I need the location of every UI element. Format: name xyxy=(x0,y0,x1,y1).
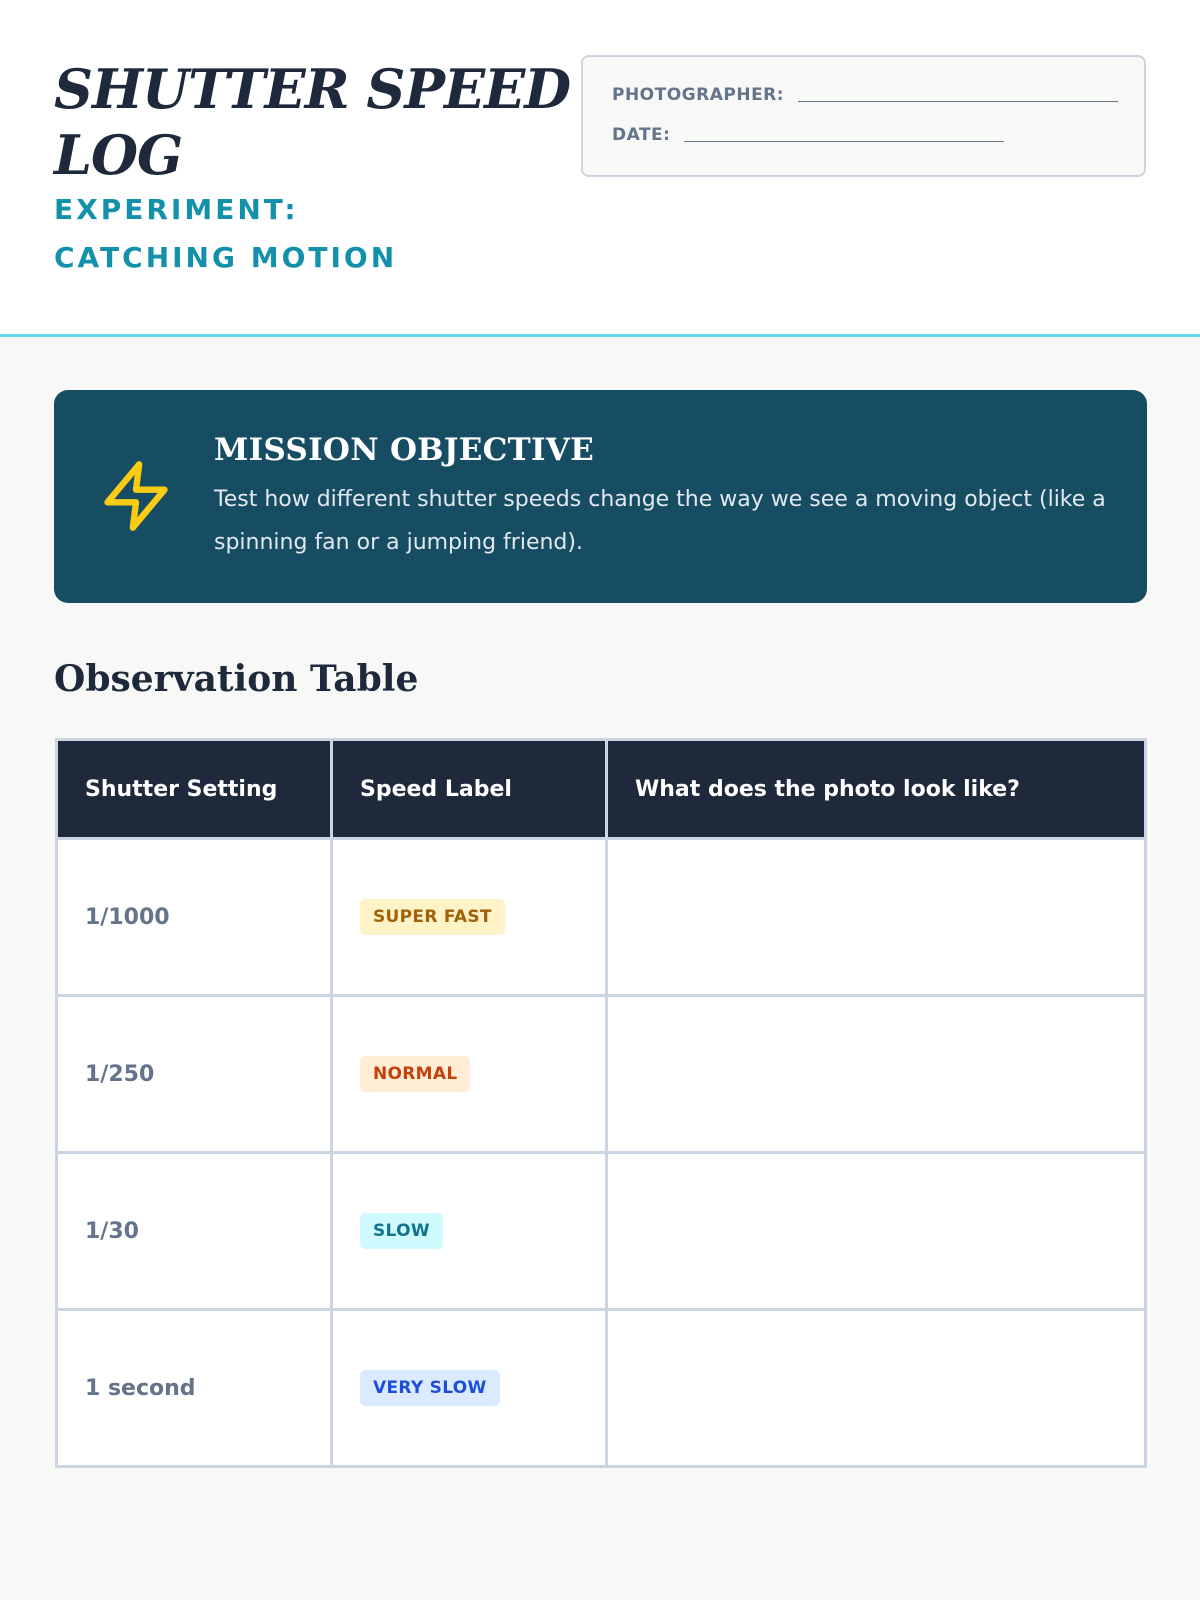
photo-description-cell[interactable] xyxy=(607,1310,1146,1467)
observation-table-title: Observation Table xyxy=(54,658,419,700)
shutter-setting: 1/30 xyxy=(85,1218,139,1244)
table-row xyxy=(57,1310,1146,1467)
photo-description-cell[interactable] xyxy=(607,1153,1146,1310)
shutter-setting: 1/250 xyxy=(85,1061,155,1087)
page-title: SHUTTER SPEED LOG xyxy=(54,57,571,187)
observation-table xyxy=(55,738,1147,1468)
page-header xyxy=(0,0,1200,337)
mission-text: Test how different shutter speeds change the way we see a moving object (like a spinning fan or a jumping friend). xyxy=(214,487,1106,555)
photographer-field[interactable] xyxy=(798,100,1118,102)
header-photo-description: What does the photo look like? xyxy=(607,740,1146,839)
shutter-setting-cell xyxy=(57,839,332,996)
photographer-label: PHOTOGRAPHER: xyxy=(612,85,785,105)
speed-badge: VERY SLOW xyxy=(360,1370,500,1406)
header-shutter-setting: Shutter Setting xyxy=(57,740,332,839)
lightning-bolt-icon xyxy=(98,458,174,534)
date-field[interactable] xyxy=(684,140,1004,142)
shutter-setting: 1 second xyxy=(85,1375,196,1401)
meta-box xyxy=(581,55,1146,177)
photo-description-cell[interactable] xyxy=(607,839,1146,996)
speed-label-cell xyxy=(332,1310,607,1467)
page-subtitle: EXPERIMENT: CATCHING MOTION xyxy=(54,193,398,274)
table-row xyxy=(57,839,1146,996)
shutter-setting-cell xyxy=(57,1310,332,1467)
speed-label-cell xyxy=(332,1153,607,1310)
date-row xyxy=(612,125,1004,145)
shutter-setting-cell xyxy=(57,1153,332,1310)
speed-badge: SLOW xyxy=(360,1213,443,1249)
table-row xyxy=(57,996,1146,1153)
shutter-setting-cell xyxy=(57,996,332,1153)
header-speed-label: Speed Label xyxy=(332,740,607,839)
speed-badge: SUPER FAST xyxy=(360,899,505,935)
shutter-setting: 1/1000 xyxy=(85,904,170,930)
date-label: DATE: xyxy=(612,125,671,145)
speed-label-cell xyxy=(332,839,607,996)
table-header-row xyxy=(57,740,1146,839)
mission-title: MISSION OBJECTIVE xyxy=(214,432,595,468)
table-row xyxy=(57,1153,1146,1310)
photographer-row xyxy=(612,85,1118,105)
photo-description-cell[interactable] xyxy=(607,996,1146,1153)
speed-label-cell xyxy=(332,996,607,1153)
mission-objective-card xyxy=(54,390,1147,603)
speed-badge: NORMAL xyxy=(360,1056,470,1092)
